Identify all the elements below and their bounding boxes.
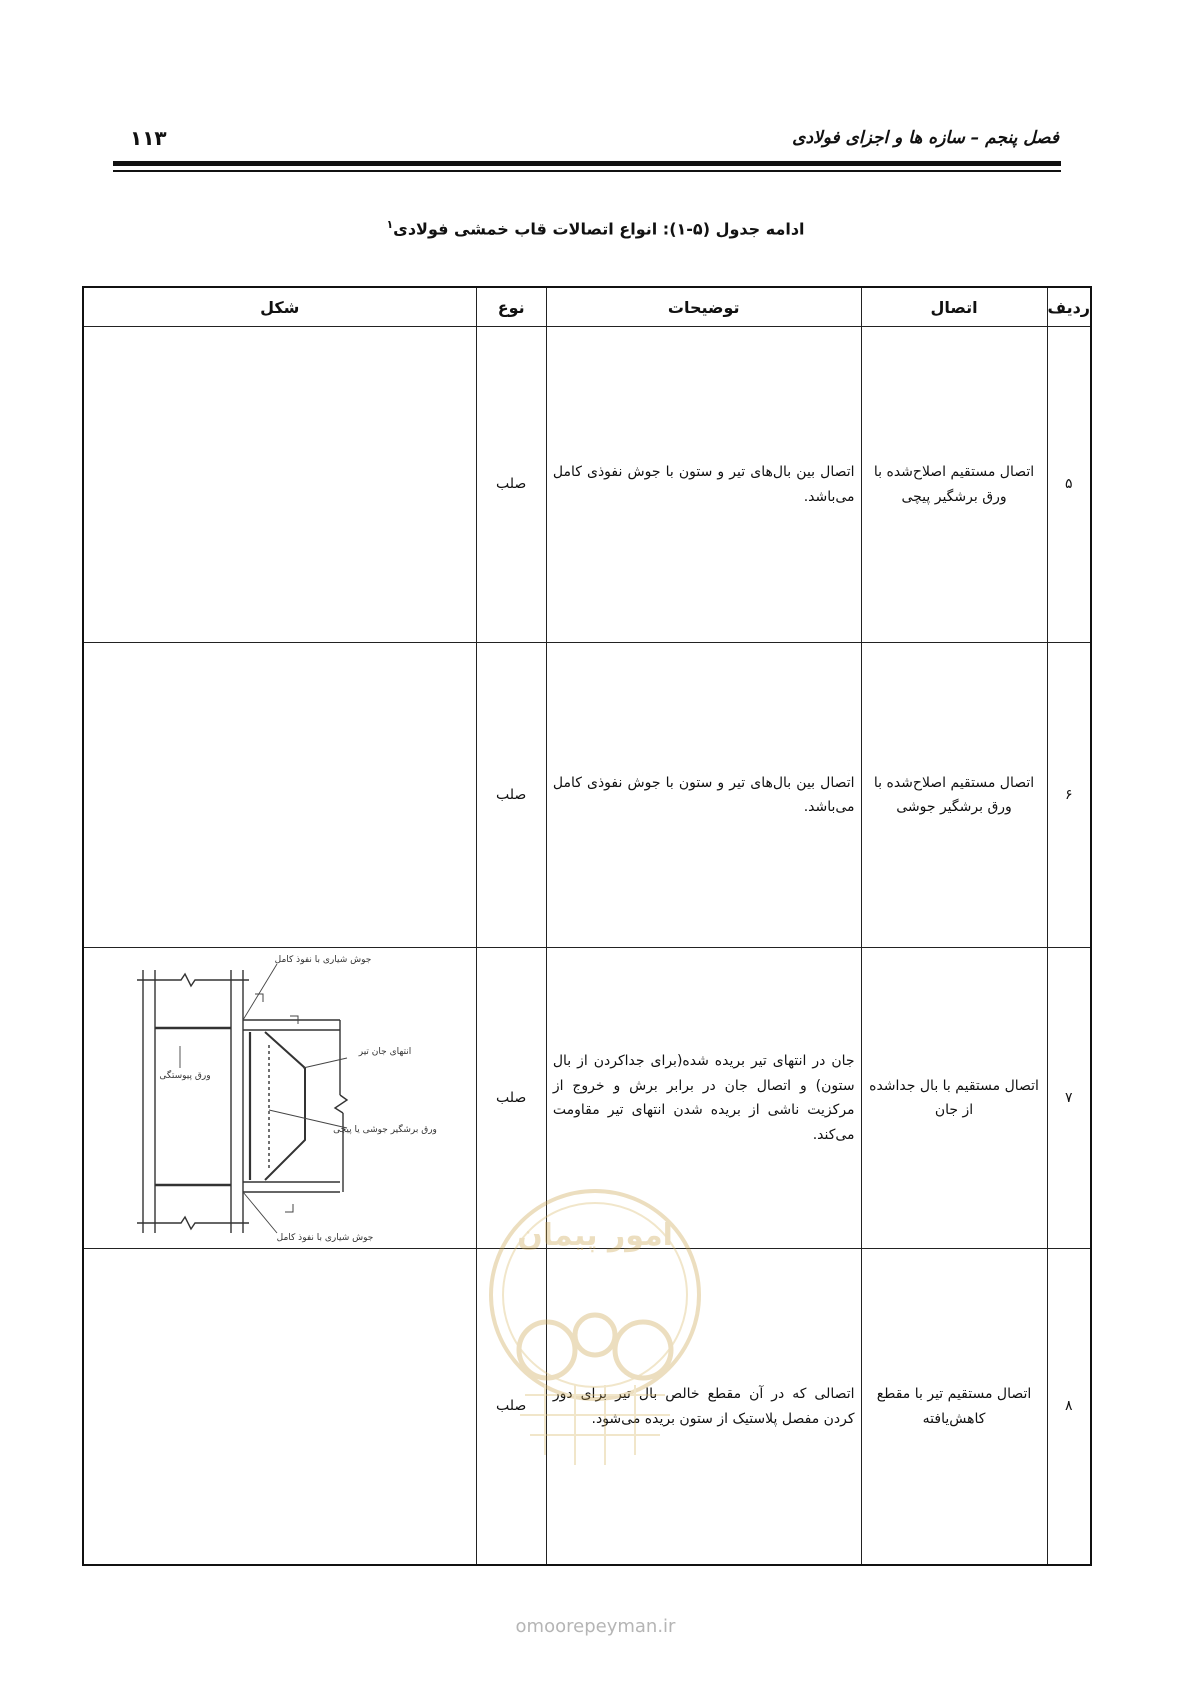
table-caption xyxy=(0,218,1191,238)
header-row-number: ردیف xyxy=(1047,287,1091,327)
header-type: نوع xyxy=(476,287,546,327)
footnote-mark: ۱ xyxy=(386,218,394,231)
row-number: ۶ xyxy=(1047,643,1091,948)
connection-type: صلب xyxy=(476,327,546,643)
top-break-line xyxy=(137,974,249,986)
connection-type: صلب xyxy=(476,948,546,1249)
header-rule-thin xyxy=(113,170,1061,172)
label-bottom-weld: جوش شیاری با نفوذ کامل xyxy=(276,1233,374,1243)
label-shear-plate: ورق برشگیر جوشی یا پیچی xyxy=(332,1125,437,1135)
row-number: ۸ xyxy=(1047,1249,1091,1566)
watermark-site: omoorepeyman.ir xyxy=(515,1616,676,1637)
leader-top-weld xyxy=(243,964,277,1020)
bottom-break-line xyxy=(137,1217,249,1229)
cut-web-profile xyxy=(265,1032,305,1180)
row-number: ۷ xyxy=(1047,948,1091,1249)
table-row xyxy=(83,1249,1091,1566)
table-row xyxy=(83,948,1091,1249)
leader-bottom-weld xyxy=(243,1192,277,1233)
connection-description: اتصالی که در آن مقطع خالص بال تیر برای دور کردن مفصل پلاستیک از ستون بریده می‌شود. xyxy=(546,1249,861,1566)
connection-type: صلب xyxy=(476,1249,546,1566)
connection-description: اتصال بین بال‌های تیر و ستون با جوش نفوذی کامل می‌باشد. xyxy=(546,327,861,643)
label-continuity-plate: ورق پیوستگی xyxy=(159,1071,211,1081)
header-figure: شکل xyxy=(83,287,476,327)
beam-break-mark xyxy=(335,1095,347,1113)
connection-name: اتصال مستقیم تیر با مقطع کاهش‌یافته xyxy=(861,1249,1047,1566)
label-top-weld: جوش شیاری با نفوذ کامل xyxy=(274,955,372,965)
header-description: توضیحات xyxy=(546,287,861,327)
figure-cell-empty xyxy=(83,643,476,948)
header-rule-thick xyxy=(113,161,1061,166)
label-web-end: انتهای جان تیر xyxy=(358,1047,411,1057)
figure-cell-empty xyxy=(83,1249,476,1566)
table-header-row xyxy=(83,287,1091,327)
row-number: ۵ xyxy=(1047,327,1091,643)
connection-name: اتصال مستقیم با بال جداشده از جان xyxy=(861,948,1047,1249)
page-number: ۱۱۳ xyxy=(130,126,167,150)
connections-table xyxy=(82,286,1092,1566)
table-row xyxy=(83,643,1091,948)
connection-type: صلب xyxy=(476,643,546,948)
connection-description: اتصال بین بال‌های تیر و ستون با جوش نفوذی کامل می‌باشد. xyxy=(546,643,861,948)
connection-detail-drawing xyxy=(85,950,475,1246)
figure-cell-empty xyxy=(83,327,476,643)
connection-name: اتصال مستقیم اصلاح‌شده با ورق برشگیر جوشی xyxy=(861,643,1047,948)
header-connection: اتصال xyxy=(861,287,1047,327)
connection-name: اتصال مستقیم اصلاح‌شده با ورق برشگیر پیچی xyxy=(861,327,1047,643)
figure-cell xyxy=(83,948,476,1249)
connection-description: جان در انتهای تیر بریده شده(برای جداکردن از بال ستون) و اتصال جان در برابر برش و خروج از مرکزیت ناشی از بریده شدن انتهای تیر مقاومت می‌کند. xyxy=(546,948,861,1249)
watermark-logo-text: امور پیمان xyxy=(517,1218,673,1253)
table-caption-text: ادامه جدول (۵-۱): انواع اتصالات قاب خمشی فولادی xyxy=(393,219,805,239)
weld-symbol-bottom xyxy=(285,1204,293,1212)
table-row xyxy=(83,327,1091,643)
chapter-title: فصل پنجم – سازه ها و اجزای فولادی xyxy=(792,128,1059,148)
